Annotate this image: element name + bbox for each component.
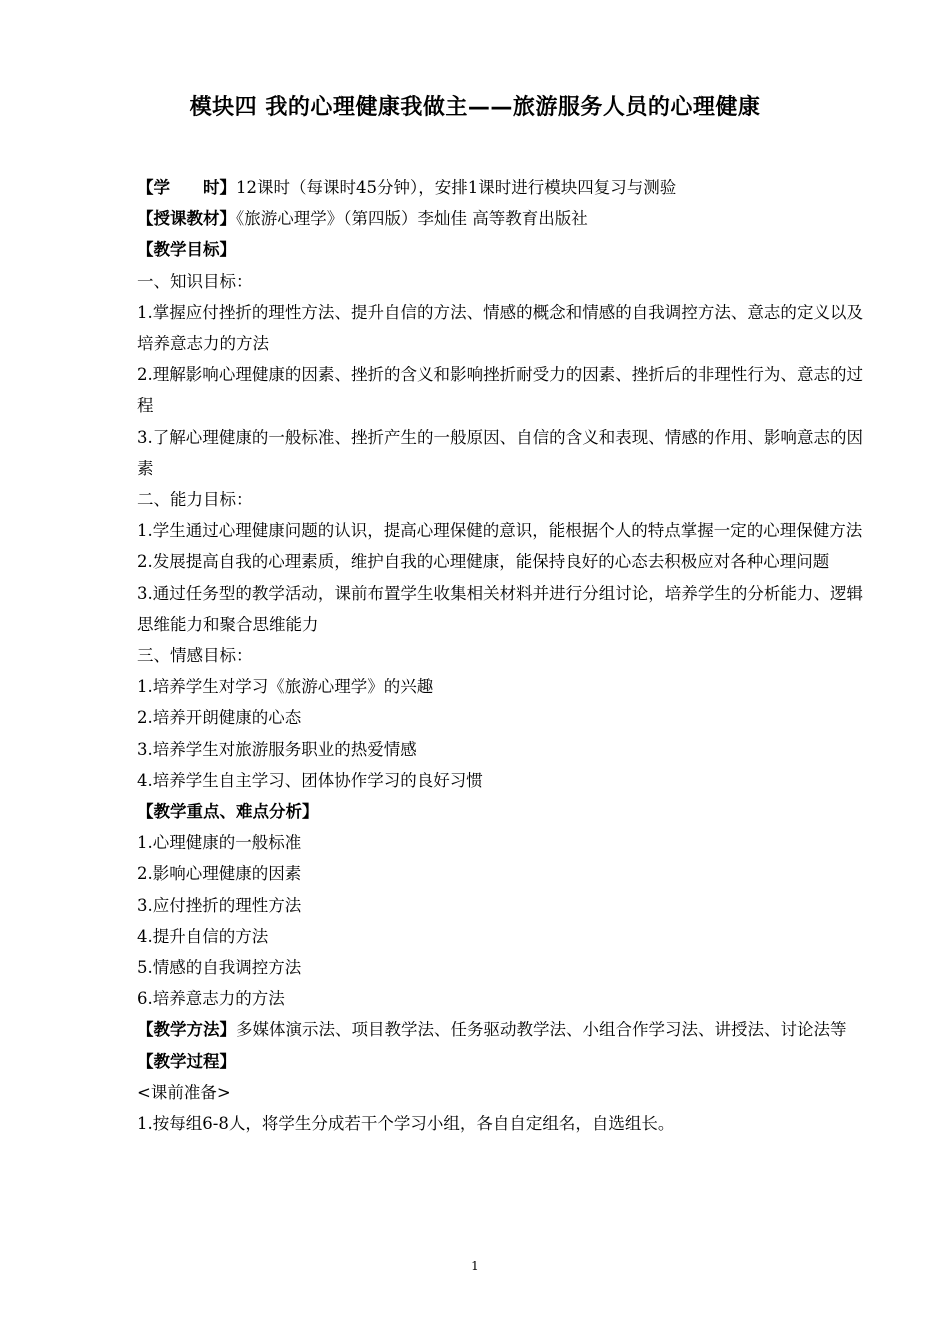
paragraph-item: 1.培养学生对学习《旅游心理学》的兴趣 xyxy=(137,677,434,697)
subheading-emotion-goals: 三、情感目标： xyxy=(137,646,253,666)
heading-teaching-goals xyxy=(137,234,863,265)
paragraph-item: 4.培养学生自主学习、团体协作学习的良好习惯 xyxy=(137,770,483,790)
paragraph-class-hours xyxy=(137,172,863,203)
paragraph-item: 3.应付挫折的理性方法 xyxy=(137,895,302,915)
section-label: 【教学目标】 xyxy=(137,240,236,260)
section-label: 【授课教材】 xyxy=(137,209,236,229)
section-label: 【教学方法】 xyxy=(137,1020,236,1040)
paragraph-teaching-methods xyxy=(137,1014,863,1045)
subheading-knowledge-goals: 一、知识目标： xyxy=(137,271,253,291)
heading-teaching-process xyxy=(137,1046,863,1077)
subheading-ability-goals: 二、能力目标： xyxy=(137,490,253,510)
paragraph-text: 《旅游心理学》（第四版）李灿佳 高等教育出版社 xyxy=(236,209,588,229)
paragraph-textbook xyxy=(137,203,863,234)
paragraph-item: 6.培养意志力的方法 xyxy=(137,989,285,1009)
heading-key-points xyxy=(137,796,863,827)
paragraph-item: 4.提升自信的方法 xyxy=(137,926,269,946)
paragraph-item: 1.掌握应付挫折的理性方法、提升自信的方法、情感的概念和情感的自我调控方法、意志的定义以及培养意志力的方法 xyxy=(137,302,863,354)
paragraph-item: 1.心理健康的一般标准 xyxy=(137,833,302,853)
paragraph-item: 2.理解影响心理健康的因素、挫折的含义和影响挫折耐受力的因素、挫折后的非理性行为、意志的过程 xyxy=(137,365,863,416)
paragraph-item: 3.通过任务型的教学活动，课前布置学生收集相关材料并进行分组讨论，培养学生的分析能力、逻辑思维能力和聚合思维能力 xyxy=(137,583,863,634)
section-label: 【学 时】 xyxy=(137,178,236,197)
paragraph-item: 5.情感的自我调控方法 xyxy=(137,958,302,978)
paragraph-item: 3.了解心理健康的一般标准、挫折产生的一般原因、自信的含义和表现、情感的作用、影响意志的因素 xyxy=(137,427,863,478)
subheading-preparation: <课前准备> xyxy=(137,1082,231,1102)
paragraph-item: 3.培养学生对旅游服务职业的热爱情感 xyxy=(137,739,417,759)
paragraph-text: 多媒体演示法、项目教学法、任务驱动教学法、小组合作学习法、讲授法、讨论法等 xyxy=(236,1020,847,1040)
paragraph-item: 1.按每组6-8人，将学生分成若干个学习小组，各自自定组名，自选组长。 xyxy=(137,1114,675,1134)
paragraph-item: 2.影响心理健康的因素 xyxy=(137,864,302,884)
paragraph-item: 1.学生通过心理健康问题的认识，提高心理保健的意识，能根据个人的特点掌握一定的心理保健方法 xyxy=(137,521,863,541)
paragraph-item: 2.发展提高自我的心理素质，维护自我的心理健康，能保持良好的心态去积极应对各种心理问题 xyxy=(137,552,830,572)
section-label: 【教学过程】 xyxy=(137,1051,236,1071)
page-number: 1 xyxy=(471,1259,479,1273)
section-label: 【教学重点、难点分析】 xyxy=(137,802,319,822)
document-body xyxy=(137,172,863,1139)
paragraph-item: 2.培养开朗健康的心态 xyxy=(137,708,302,728)
paragraph-text: 12课时（每课时45分钟），安排1课时进行模块四复习与测验 xyxy=(236,178,677,197)
document-title: 模块四 我的心理健康我做主——旅游服务人员的心理健康 xyxy=(189,95,761,120)
